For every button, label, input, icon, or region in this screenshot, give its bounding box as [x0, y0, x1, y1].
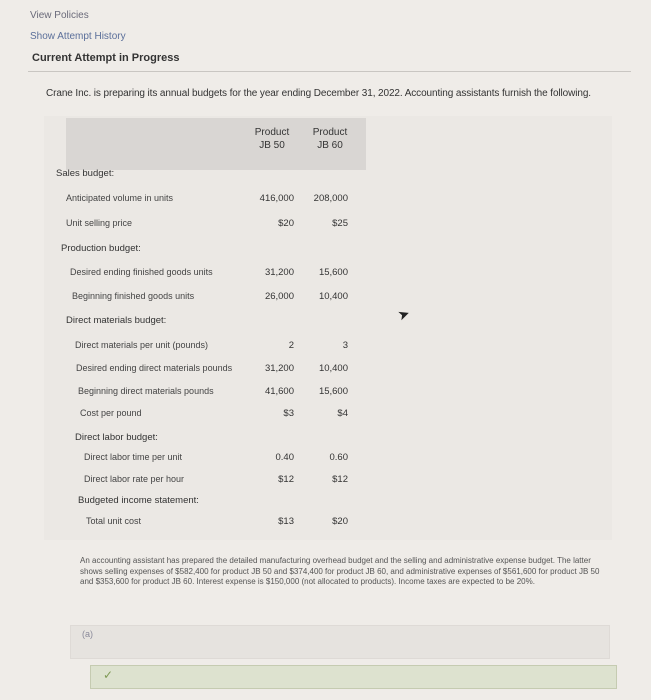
value-jb50: 2 — [288, 340, 294, 351]
value-jb60: 10,400 — [318, 363, 348, 374]
value-jb50: 416,000 — [259, 193, 294, 204]
row-label: Beginning finished goods units — [72, 291, 195, 301]
row-label: Direct materials per unit (pounds) — [75, 340, 209, 350]
part-a-label: (a) — [82, 629, 93, 639]
value-jb60: $20 — [332, 516, 348, 527]
value-jb60: $12 — [332, 474, 348, 485]
column-header-jb50: Product JB 50 — [254, 127, 290, 151]
problem-note: An accounting assistant has prepared the detailed manufacturing overhead budget and the selling and administrative expense budget. The latter shows selling expenses of $582,400 for product JB 50 and $374,400 for product JB 60, and administrative expenses of $561,600 for product JB 50 and $353,600 for product JB 60. Interest expense is $150,000 (not allocated to products). Income taxes are expected to be 20%. — [80, 556, 600, 586]
divider — [28, 71, 631, 72]
value-jb50: 31,200 — [264, 363, 294, 374]
value-jb50: $12 — [278, 474, 294, 485]
value-jb60: 10,400 — [318, 291, 348, 302]
value-jb50: $13 — [278, 516, 294, 527]
column-header-jb60: Product JB 60 — [312, 127, 348, 151]
row-label: Anticipated volume in units — [66, 193, 174, 203]
value-jb60: 15,600 — [318, 386, 348, 397]
part-a-box — [70, 625, 610, 659]
value-jb60: 3 — [342, 340, 348, 351]
section-heading: Production budget: — [61, 243, 141, 254]
value-jb60: 208,000 — [313, 193, 348, 204]
value-jb50: $3 — [283, 408, 294, 419]
row-label: Unit selling price — [66, 218, 133, 228]
row-label: Direct labor rate per hour — [84, 474, 185, 484]
current-attempt-heading: Current Attempt in Progress — [32, 52, 180, 64]
answer-status-bar — [90, 665, 617, 689]
row-label: Desired ending direct materials pounds — [76, 363, 233, 373]
show-attempt-history-link[interactable]: Show Attempt History — [30, 31, 126, 42]
value-jb50: 26,000 — [264, 291, 294, 302]
section-heading: Direct materials budget: — [66, 315, 167, 326]
mouse-cursor-icon: ➤ — [395, 304, 412, 324]
value-jb60: 0.60 — [329, 452, 348, 463]
value-jb60: $25 — [332, 218, 348, 229]
row-label: Total unit cost — [86, 516, 142, 526]
section-heading: Direct labor budget: — [75, 432, 158, 443]
value-jb50: 31,200 — [264, 267, 294, 278]
view-policies-link[interactable]: View Policies — [30, 10, 89, 21]
section-heading: Budgeted income statement: — [78, 495, 199, 506]
value-jb50: 0.40 — [275, 452, 294, 463]
row-label: Direct labor time per unit — [84, 452, 183, 462]
row-label: Beginning direct materials pounds — [78, 386, 214, 396]
check-icon: ✓ — [103, 668, 114, 682]
row-label: Cost per pound — [80, 408, 142, 418]
value-jb60: $4 — [337, 408, 348, 419]
problem-intro: Crane Inc. is preparing its annual budgets for the year ending December 31, 2022. Accounting assistants furnish the following. — [46, 88, 591, 99]
value-jb60: 15,600 — [318, 267, 348, 278]
row-label: Desired ending finished goods units — [70, 267, 213, 277]
value-jb50: 41,600 — [264, 386, 294, 397]
value-jb50: $20 — [278, 218, 294, 229]
section-heading: Sales budget: — [56, 168, 115, 179]
